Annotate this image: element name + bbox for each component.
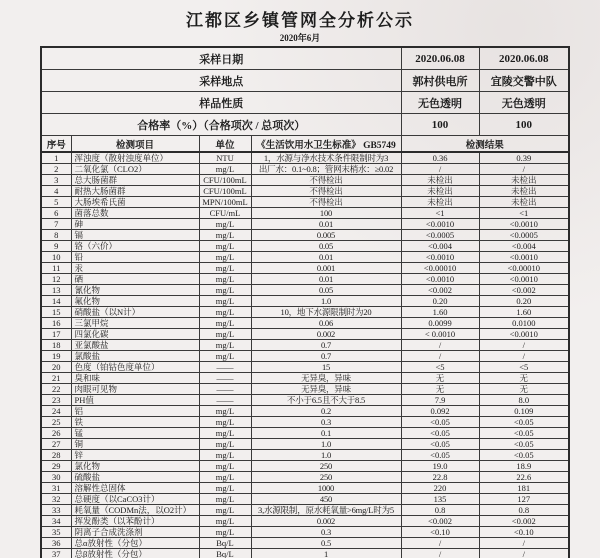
cell-item: 锌 [71, 450, 199, 461]
cell-item: 硒 [71, 274, 199, 285]
cell-result-1: <5 [401, 362, 479, 373]
cell-item: 菌落总数 [71, 208, 199, 219]
col-header-no: 序号 [41, 136, 71, 153]
table-row [41, 285, 569, 296]
cell-unit: Bq/L [199, 549, 251, 558]
cell-result-2: 无 [479, 384, 569, 395]
column-header-row [41, 136, 569, 153]
cell-no: 17 [41, 329, 71, 340]
cell-standard: 0.002 [251, 329, 401, 340]
cell-result-1: <0.004 [401, 241, 479, 252]
cell-unit: mg/L [199, 472, 251, 483]
cell-standard: 1000 [251, 483, 401, 494]
cell-unit: mg/L [199, 263, 251, 274]
cell-standard: 100 [251, 208, 401, 219]
cell-no: 25 [41, 417, 71, 428]
table-row [41, 417, 569, 428]
cell-result-1: <0.0010 [401, 252, 479, 263]
cell-no: 2 [41, 164, 71, 175]
table-row [41, 186, 569, 197]
info-value-2: 宜陵交警中队 [479, 70, 569, 92]
table-row [41, 230, 569, 241]
cell-result-2: <0.004 [479, 241, 569, 252]
cell-no: 8 [41, 230, 71, 241]
table-row [41, 263, 569, 274]
cell-item: 总大肠菌群 [71, 175, 199, 186]
cell-standard: 0.002 [251, 516, 401, 527]
cell-no: 27 [41, 439, 71, 450]
info-value-1: 无色透明 [401, 92, 479, 114]
page-title: 江都区乡镇管网全分析公示 [186, 11, 414, 30]
cell-result-1: <0.10 [401, 527, 479, 538]
cell-result-1: 7.9 [401, 395, 479, 406]
cell-no: 29 [41, 461, 71, 472]
cell-no: 6 [41, 208, 71, 219]
info-label: 采样日期 [41, 47, 401, 70]
cell-result-1: 220 [401, 483, 479, 494]
table-row [41, 439, 569, 450]
cell-standard: 1.0 [251, 450, 401, 461]
cell-result-1: <1 [401, 208, 479, 219]
table-row [41, 296, 569, 307]
cell-result-1: / [401, 164, 479, 175]
cell-unit: —— [199, 362, 251, 373]
cell-result-1: 无 [401, 384, 479, 395]
cell-result-1: 19.0 [401, 461, 479, 472]
cell-unit: mg/L [199, 318, 251, 329]
cell-standard: 0.7 [251, 351, 401, 362]
cell-result-2: / [479, 164, 569, 175]
cell-no: 16 [41, 318, 71, 329]
table-row [41, 152, 569, 164]
cell-standard: 不得检出 [251, 197, 401, 208]
cell-item: 溶解性总固体 [71, 483, 199, 494]
table-row [41, 175, 569, 186]
cell-unit: CFU/100mL [199, 186, 251, 197]
cell-result-2: <0.0010 [479, 252, 569, 263]
cell-unit: —— [199, 395, 251, 406]
cell-unit: —— [199, 384, 251, 395]
cell-result-1: 135 [401, 494, 479, 505]
cell-result-1: <0.05 [401, 439, 479, 450]
cell-no: 28 [41, 450, 71, 461]
cell-unit: mg/L [199, 406, 251, 417]
cell-result-1: 未检出 [401, 186, 479, 197]
cell-unit: mg/L [199, 461, 251, 472]
cell-result-2: / [479, 340, 569, 351]
cell-standard: 250 [251, 472, 401, 483]
cell-unit: mg/L [199, 307, 251, 318]
cell-result-1: / [401, 549, 479, 558]
cell-result-2: 22.6 [479, 472, 569, 483]
info-value-2: 2020.06.08 [479, 47, 569, 70]
table-row [41, 494, 569, 505]
cell-item: 耗氧量（CODMn法，以O2计） [71, 505, 199, 516]
table-row [41, 527, 569, 538]
info-row [41, 70, 569, 92]
cell-item: 耐热大肠菌群 [71, 186, 199, 197]
cell-standard: 1 [251, 549, 401, 558]
cell-item: 总β放射性（分包） [71, 549, 199, 558]
sample-info-section [41, 47, 569, 136]
cell-result-1: <0.05 [401, 428, 479, 439]
cell-no: 21 [41, 373, 71, 384]
table-row [41, 483, 569, 494]
table-row [41, 549, 569, 558]
table-row [41, 384, 569, 395]
table-row [41, 219, 569, 230]
results-section [41, 152, 569, 558]
cell-item: 氰化物 [71, 285, 199, 296]
table-row [41, 395, 569, 406]
table-row [41, 472, 569, 483]
cell-item: 铬（六价） [71, 241, 199, 252]
cell-standard: 1，水源与净水技术条件限制时为3 [251, 152, 401, 164]
cell-result-2: 未检出 [479, 175, 569, 186]
cell-no: 32 [41, 494, 71, 505]
cell-item: 铝 [71, 406, 199, 417]
cell-standard: 0.005 [251, 230, 401, 241]
cell-unit: mg/L [199, 164, 251, 175]
cell-item: 氯化物 [71, 461, 199, 472]
cell-result-1: <0.0010 [401, 219, 479, 230]
cell-unit: mg/L [199, 494, 251, 505]
info-row [41, 114, 569, 136]
cell-standard: 不小于6.5且不大于8.5 [251, 395, 401, 406]
cell-no: 14 [41, 296, 71, 307]
col-header-unit: 单位 [199, 136, 251, 153]
cell-result-2: 无 [479, 373, 569, 384]
cell-no: 19 [41, 351, 71, 362]
cell-item: 总α放射性（分包） [71, 538, 199, 549]
cell-unit: mg/L [199, 516, 251, 527]
cell-unit: CFU/100mL [199, 175, 251, 186]
cell-result-2: 127 [479, 494, 569, 505]
cell-result-2: <0.0010 [479, 274, 569, 285]
table-row [41, 351, 569, 362]
table-row [41, 406, 569, 417]
cell-item: 总硬度（以CaCO3计） [71, 494, 199, 505]
cell-result-1: 0.0099 [401, 318, 479, 329]
cell-item: 大肠埃希氏菌 [71, 197, 199, 208]
cell-item: 砷 [71, 219, 199, 230]
cell-standard: 0.7 [251, 340, 401, 351]
info-label: 采样地点 [41, 70, 401, 92]
cell-standard: 0.001 [251, 263, 401, 274]
cell-result-1: 0.092 [401, 406, 479, 417]
cell-unit: mg/L [199, 241, 251, 252]
cell-no: 15 [41, 307, 71, 318]
col-header-standard: 《生活饮用水卫生标准》 GB5749 [251, 136, 401, 153]
cell-standard: 10，地下水源限制时为20 [251, 307, 401, 318]
cell-item: PH值 [71, 395, 199, 406]
table-row [41, 428, 569, 439]
table-row [41, 340, 569, 351]
cell-item: 汞 [71, 263, 199, 274]
cell-result-2: <0.05 [479, 439, 569, 450]
cell-no: 9 [41, 241, 71, 252]
cell-result-2: <5 [479, 362, 569, 373]
cell-no: 18 [41, 340, 71, 351]
cell-result-2: <0.05 [479, 450, 569, 461]
info-value-1: 郭村供电所 [401, 70, 479, 92]
cell-unit: mg/L [199, 230, 251, 241]
cell-result-2: 0.0100 [479, 318, 569, 329]
cell-result-2: <0.0010 [479, 219, 569, 230]
cell-unit: mg/L [199, 428, 251, 439]
cell-unit: MPN/100mL [199, 197, 251, 208]
cell-unit: NTU [199, 152, 251, 164]
cell-unit: mg/L [199, 252, 251, 263]
info-value-1: 100 [401, 114, 479, 136]
page-subtitle: 2020年6月 [279, 33, 321, 43]
cell-result-1: <0.0005 [401, 230, 479, 241]
cell-no: 33 [41, 505, 71, 516]
cell-result-1: <0.00010 [401, 263, 479, 274]
cell-no: 13 [41, 285, 71, 296]
cell-result-1: 无 [401, 373, 479, 384]
cell-result-1: 0.36 [401, 152, 479, 164]
cell-standard: 不得检出 [251, 186, 401, 197]
cell-item: 二氧化氯（CLO2） [71, 164, 199, 175]
cell-standard: 0.2 [251, 406, 401, 417]
info-row [41, 47, 569, 70]
cell-result-1: <0.05 [401, 417, 479, 428]
cell-unit: mg/L [199, 527, 251, 538]
cell-no: 3 [41, 175, 71, 186]
info-value-1: 2020.06.08 [401, 47, 479, 70]
cell-item: 亚氯酸盐 [71, 340, 199, 351]
table-row [41, 164, 569, 175]
cell-no: 11 [41, 263, 71, 274]
water-analysis-table [40, 46, 570, 558]
cell-item: 镉 [71, 230, 199, 241]
cell-unit: mg/L [199, 439, 251, 450]
cell-result-1: 1.60 [401, 307, 479, 318]
cell-unit: —— [199, 373, 251, 384]
cell-standard: 无异臭，异味 [251, 384, 401, 395]
cell-result-2: 181 [479, 483, 569, 494]
cell-no: 26 [41, 428, 71, 439]
cell-standard: 出厂水：0.1~0.8；管网末梢水：≥0.02 [251, 164, 401, 175]
cell-standard: 3,水源限制，原水耗氧量>6mg/L时为5 [251, 505, 401, 516]
cell-result-1: / [401, 340, 479, 351]
table-row [41, 450, 569, 461]
cell-item: 四氯化碳 [71, 329, 199, 340]
cell-result-2: 未检出 [479, 197, 569, 208]
cell-unit: Bq/L [199, 538, 251, 549]
cell-item: 铜 [71, 439, 199, 450]
column-header-section [41, 136, 569, 153]
cell-result-1: 0.8 [401, 505, 479, 516]
cell-unit: mg/L [199, 505, 251, 516]
cell-result-1: / [401, 351, 479, 362]
cell-standard: 0.05 [251, 285, 401, 296]
cell-unit: mg/L [199, 417, 251, 428]
cell-result-2: 0.20 [479, 296, 569, 307]
cell-item: 铁 [71, 417, 199, 428]
cell-standard: 1.0 [251, 439, 401, 450]
cell-no: 20 [41, 362, 71, 373]
table-row [41, 318, 569, 329]
cell-result-1: 22.8 [401, 472, 479, 483]
cell-no: 4 [41, 186, 71, 197]
cell-item: 氟化物 [71, 296, 199, 307]
cell-standard: 0.01 [251, 219, 401, 230]
cell-standard: 0.5 [251, 538, 401, 549]
cell-no: 10 [41, 252, 71, 263]
table-row [41, 252, 569, 263]
cell-result-2: <0.002 [479, 516, 569, 527]
cell-no: 22 [41, 384, 71, 395]
cell-unit: mg/L [199, 351, 251, 362]
col-header-item: 检测项目 [71, 136, 199, 153]
cell-no: 23 [41, 395, 71, 406]
cell-standard: 0.3 [251, 417, 401, 428]
cell-result-1: <0.05 [401, 450, 479, 461]
cell-no: 34 [41, 516, 71, 527]
cell-result-2: 0.8 [479, 505, 569, 516]
cell-result-2: / [479, 351, 569, 362]
cell-result-1: 未检出 [401, 175, 479, 186]
col-header-result: 检测结果 [401, 136, 569, 153]
cell-result-2: <1 [479, 208, 569, 219]
cell-item: 色度（铂钴色度单位） [71, 362, 199, 373]
cell-unit: mg/L [199, 340, 251, 351]
cell-unit: mg/L [199, 274, 251, 285]
cell-result-2: <0.0005 [479, 230, 569, 241]
cell-result-2: / [479, 549, 569, 558]
table-row [41, 307, 569, 318]
cell-result-1: <0.002 [401, 516, 479, 527]
cell-standard: 15 [251, 362, 401, 373]
cell-unit: mg/L [199, 450, 251, 461]
info-value-2: 无色透明 [479, 92, 569, 114]
cell-no: 5 [41, 197, 71, 208]
cell-standard: 无异臭，异味 [251, 373, 401, 384]
info-value-2: 100 [479, 114, 569, 136]
cell-result-2: <0.05 [479, 417, 569, 428]
cell-standard: 250 [251, 461, 401, 472]
cell-item: 三氯甲烷 [71, 318, 199, 329]
cell-item: 臭和味 [71, 373, 199, 384]
cell-standard: 1.0 [251, 296, 401, 307]
info-row [41, 92, 569, 114]
cell-standard: 0.3 [251, 527, 401, 538]
cell-unit: mg/L [199, 296, 251, 307]
cell-standard: 0.01 [251, 252, 401, 263]
cell-unit: mg/L [199, 285, 251, 296]
cell-item: 锰 [71, 428, 199, 439]
cell-standard: 0.06 [251, 318, 401, 329]
table-row [41, 516, 569, 527]
cell-no: 36 [41, 538, 71, 549]
cell-result-2: <0.10 [479, 527, 569, 538]
cell-standard: 450 [251, 494, 401, 505]
cell-result-1: <0.002 [401, 285, 479, 296]
cell-no: 12 [41, 274, 71, 285]
cell-item: 挥发酚类（以苯酚计） [71, 516, 199, 527]
cell-result-2: <0.002 [479, 285, 569, 296]
cell-item: 硝酸盐（以N计） [71, 307, 199, 318]
table-row [41, 362, 569, 373]
cell-standard: 不得检出 [251, 175, 401, 186]
cell-item: 铅 [71, 252, 199, 263]
table-row [41, 197, 569, 208]
cell-result-2: 0.109 [479, 406, 569, 417]
table-row [41, 461, 569, 472]
cell-result-2: 1.60 [479, 307, 569, 318]
cell-item: 阴离子合成洗涤剂 [71, 527, 199, 538]
cell-result-1: <0.0010 [401, 274, 479, 285]
cell-item: 肉眼可见物 [71, 384, 199, 395]
cell-result-2: 18.9 [479, 461, 569, 472]
cell-unit: mg/L [199, 483, 251, 494]
cell-result-1: / [401, 538, 479, 549]
cell-no: 35 [41, 527, 71, 538]
cell-standard: 0.01 [251, 274, 401, 285]
cell-result-1: 0.20 [401, 296, 479, 307]
cell-no: 30 [41, 472, 71, 483]
table-row [41, 241, 569, 252]
cell-standard: 0.05 [251, 241, 401, 252]
table-row [41, 373, 569, 384]
table-row [41, 505, 569, 516]
cell-item: 浑浊度（散射浊度单位） [71, 152, 199, 164]
cell-no: 7 [41, 219, 71, 230]
cell-result-2: / [479, 538, 569, 549]
cell-result-2: 8.0 [479, 395, 569, 406]
cell-unit: mg/L [199, 219, 251, 230]
cell-result-2: <0.05 [479, 428, 569, 439]
cell-unit: CFU/mL [199, 208, 251, 219]
cell-no: 1 [41, 152, 71, 164]
table-row [41, 538, 569, 549]
cell-item: 硫酸盐 [71, 472, 199, 483]
cell-result-2: <0.0010 [479, 329, 569, 340]
cell-item: 氯酸盐 [71, 351, 199, 362]
info-label: 样品性质 [41, 92, 401, 114]
cell-no: 37 [41, 549, 71, 558]
cell-no: 24 [41, 406, 71, 417]
cell-result-2: <0.00010 [479, 263, 569, 274]
cell-standard: 0.1 [251, 428, 401, 439]
cell-result-2: 未检出 [479, 186, 569, 197]
cell-no: 31 [41, 483, 71, 494]
cell-unit: mg/L [199, 329, 251, 340]
cell-result-1: < 0.0010 [401, 329, 479, 340]
info-label: 合格率（%）（合格项次 / 总项次） [41, 114, 401, 136]
cell-result-2: 0.39 [479, 152, 569, 164]
table-row [41, 329, 569, 340]
cell-result-1: 未检出 [401, 197, 479, 208]
table-row [41, 208, 569, 219]
table-row [41, 274, 569, 285]
